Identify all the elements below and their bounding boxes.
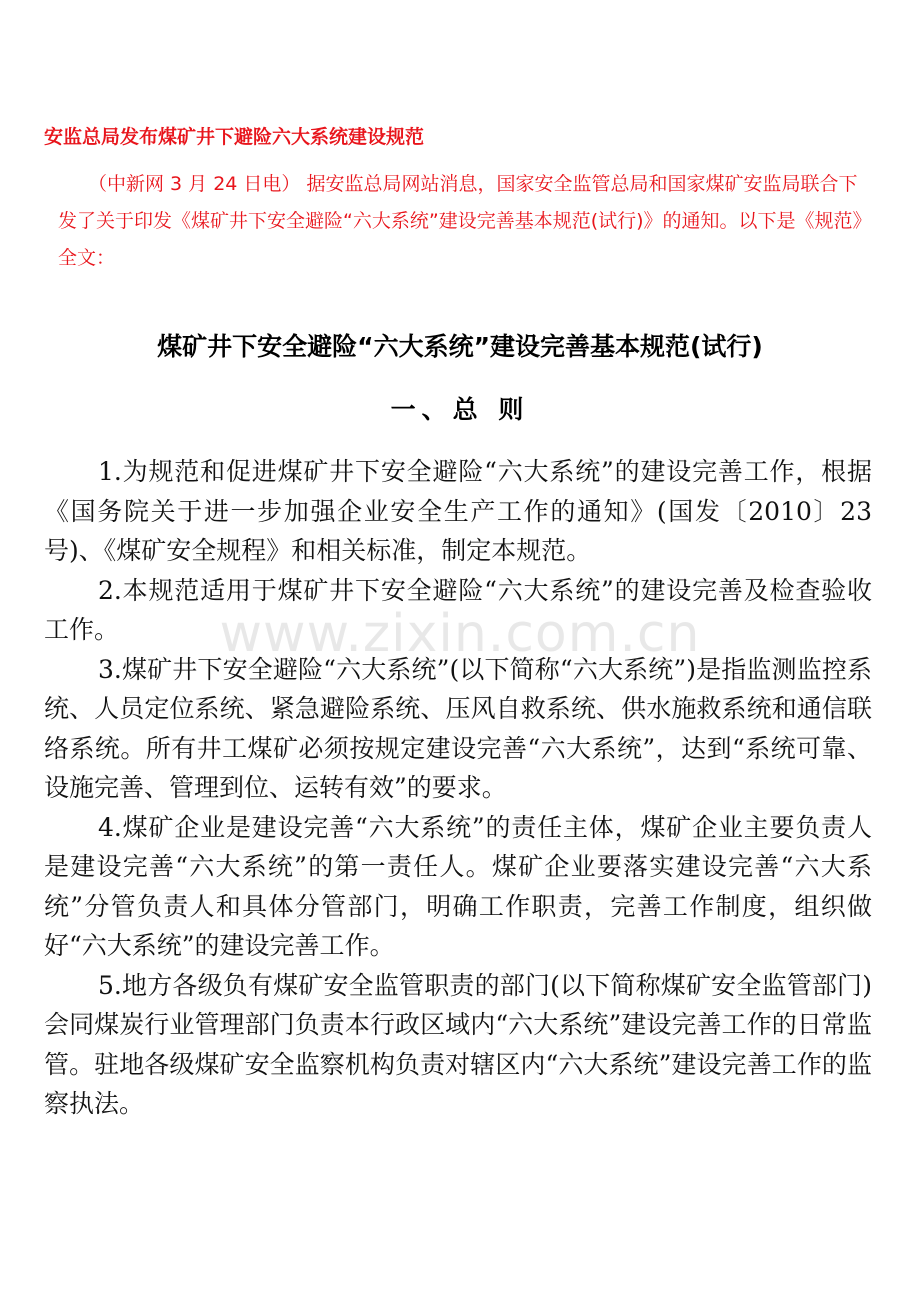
paragraph-1: 1.为规范和促进煤矿井下安全避险“六大系统”的建设完善工作，根据《国务院关于进一步加强企业安全生产工作的通知》(国发〔2010〕23 号)、《煤矿安全规程》和相关标准，制定本规范。	[44, 457, 872, 565]
document-body	[44, 452, 872, 1124]
paragraph-3: 3.煤矿井下安全避险“六大系统”(以下简称“六大系统”)是指监测监控系统、人员定位系统、紧急避险系统、压风自救系统、供水施救系统和通信联络系统。所有井工煤矿必须按规定建设完善“六大系统”，达到“系统可靠、设施完善、管理到位、运转有效”的要求。	[44, 654, 872, 802]
watermark: www.zixin.com.cn	[219, 604, 701, 664]
paragraph-4: 4.煤矿企业是建设完善“六大系统”的责任主体，煤矿企业主要负责人是建设完善“六大系统”的第一责任人。煤矿企业要落实建设完善“六大系统”分管负责人和具体分管部门，明确工作职责，完善工作制度，组织做好“六大系统”的建设完善工作。	[44, 812, 872, 960]
section-title: 一、总 则	[390, 395, 530, 424]
news-headline: 安监总局发布煤矿井下避险六大系统建设规范	[44, 126, 425, 148]
paragraph-2: 2.本规范适用于煤矿井下安全避险“六大系统”的建设完善及检查验收工作。	[44, 575, 872, 644]
document-title: 煤矿井下安全避险“六大系统”建设完善基本规范(试行)	[157, 332, 763, 361]
news-lead-text: （中新网 3 月 24 日电） 据安监总局网站消息，国家安全监管总局和国家煤矿安监局联合下发了关于印发《煤矿井下安全避险“六大系统”建设完善基本规范(试行)》的通知。以下是《规范》全文：	[58, 173, 872, 269]
paragraph-5: 5.地方各级负有煤矿安全监管职责的部门(以下简称煤矿安全监管部门)会同煤炭行业管理部门负责本行政区域内“六大系统”建设完善工作的日常监管。驻地各级煤矿安全监察机构负责对辖区内“六大系统”建设完善工作的监察执法。	[44, 970, 872, 1118]
news-lead	[58, 166, 874, 277]
